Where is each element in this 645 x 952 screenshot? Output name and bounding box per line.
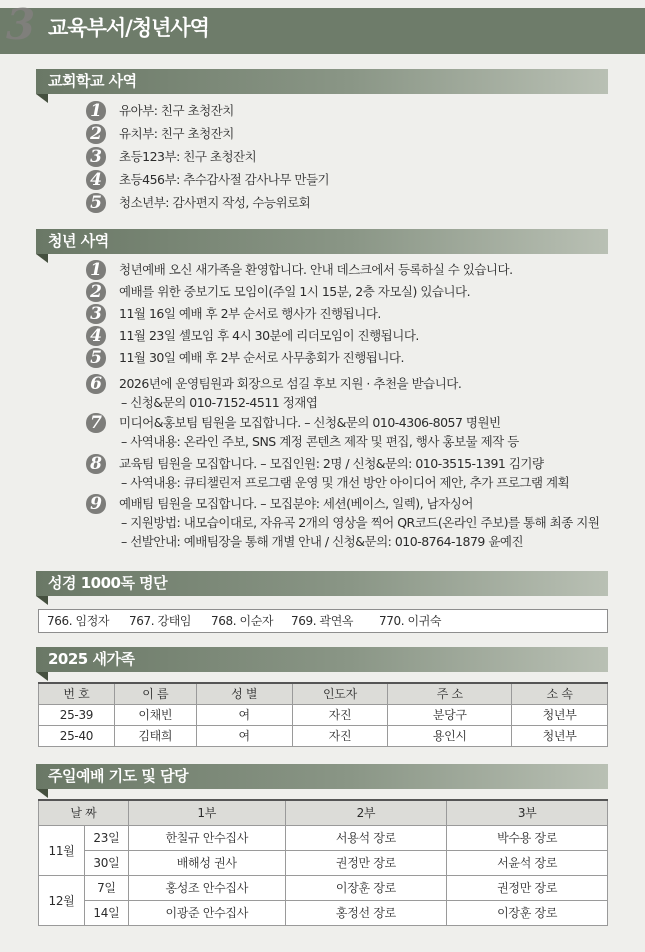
youth-item-text: – 신청&문의 010-7152-4511 정재엽 (121, 395, 318, 410)
table-cell: 청년부 (512, 704, 608, 725)
number-badge-icon (85, 123, 107, 145)
bible-names-box (38, 609, 608, 633)
header-cell: 소 속 (512, 683, 608, 704)
badge-number: 4 (90, 326, 102, 346)
youth-item-text: – 사역내용: 큐티챌린저 프로그램 운영 및 개선 방안 아이디어 제안, 추가 프로그램 계획 (121, 475, 570, 490)
table-row (39, 704, 608, 725)
badge-number: 9 (90, 494, 102, 514)
badge-number: 3 (90, 147, 102, 167)
number-badge-icon (85, 192, 107, 214)
table-cell: 자진 (292, 725, 388, 746)
section-header-bible (36, 571, 608, 596)
day-cell: 30일 (84, 850, 128, 875)
section-title-worship: 주일예배 기도 및 담당 (48, 767, 189, 785)
badge-number: 4 (90, 170, 102, 190)
table-header-row (39, 800, 608, 825)
table-cell: 권정만 장로 (447, 875, 608, 900)
youth-item-text: 예배팀 팀원을 모집합니다. – 모집분야: 세션(베이스, 일렉), 남자싱어 (119, 496, 473, 511)
day-cell: 7일 (84, 875, 128, 900)
school-item-text: 초등123부: 친구 초청잔치 (119, 149, 257, 164)
table-cell: 용인시 (388, 725, 512, 746)
section-header-youth (36, 229, 608, 254)
bible-name: 768. 이순자 (211, 614, 274, 628)
day-cell: 14일 (84, 900, 128, 925)
table-cell: 25-40 (39, 725, 115, 746)
badge-number: 5 (90, 193, 102, 213)
bible-name: 766. 임정자 (47, 614, 110, 628)
school-item-text: 초등456부: 추수감사절 감사나무 만들기 (119, 172, 330, 187)
number-badge-icon (85, 259, 107, 281)
youth-item-text: – 지원방법: 내모습이대로, 자유곡 2개의 영상을 찍어 QR코드(온라인 주보)를 통해 최종 지원 (121, 515, 600, 530)
section-number: 3 (6, 0, 36, 49)
school-item-text: 청소년부: 감사편지 작성, 수능위로회 (119, 195, 311, 210)
table-row (39, 725, 608, 746)
youth-item-text: 예배를 위한 중보기도 모임이(주일 1시 15분, 2층 자모실) 있습니다. (119, 284, 471, 299)
badge-number: 8 (90, 454, 102, 474)
youth-item-text: – 사역내용: 온라인 주보, SNS 계정 콘텐츠 제작 및 편집, 행사 홍보물 제작 등 (121, 434, 519, 449)
section-header-worship (36, 764, 608, 789)
youth-item-text: 11월 16일 예배 후 2부 순서로 행사가 진행됩니다. (119, 306, 381, 321)
number-badge-icon (85, 325, 107, 347)
table-cell: 한칠규 안수집사 (128, 825, 285, 850)
table-cell: 여 (196, 704, 292, 725)
number-badge-icon (85, 146, 107, 168)
header-cell: 인도자 (292, 683, 388, 704)
section-title-school: 교회학교 사역 (48, 72, 137, 90)
school-item-text: 유치부: 친구 초청잔치 (119, 126, 234, 141)
badge-number: 5 (90, 348, 102, 368)
section-header-newfamily (36, 647, 608, 672)
table-cell: 배해성 권사 (128, 850, 285, 875)
header-cell: 성 별 (196, 683, 292, 704)
badge-number: 1 (90, 101, 102, 121)
number-badge-icon (85, 281, 107, 303)
number-badge-icon (85, 347, 107, 369)
number-badge-icon (85, 493, 107, 515)
table-cell: 청년부 (512, 725, 608, 746)
table-cell: 박수용 장로 (447, 825, 608, 850)
header-cell: 번 호 (39, 683, 115, 704)
youth-item-text: 2026년에 운영팀원과 회장으로 섬길 후보 지원 · 추천을 받습니다. (119, 376, 462, 391)
header-cell-service-3: 3부 (447, 800, 608, 825)
header-cell-service-2: 2부 (285, 800, 447, 825)
number-badge-icon (85, 412, 107, 434)
youth-item-text: 청년예배 오신 새가족을 환영합니다. 안내 데스크에서 등록하실 수 있습니다. (119, 262, 513, 277)
youth-item-text: 11월 30일 예배 후 2부 순서로 사무총회가 진행됩니다. (119, 350, 404, 365)
number-badge-icon (85, 169, 107, 191)
table-cell: 권정만 장로 (285, 850, 447, 875)
header-cell: 이 름 (114, 683, 196, 704)
day-cell: 23일 (84, 825, 128, 850)
table-cell: 이장훈 장로 (285, 875, 447, 900)
number-badge-icon (85, 100, 107, 122)
new-family-table (38, 682, 608, 747)
badge-number: 6 (90, 374, 102, 394)
table-cell: 홍정선 장로 (285, 900, 447, 925)
youth-item-text: – 선발안내: 예배팀장을 통해 개별 안내 / 신청&문의: 010-8764-1879 윤예진 (121, 534, 524, 549)
table-header-row (39, 683, 608, 704)
table-cell: 자진 (292, 704, 388, 725)
header-cell-service-1: 1부 (128, 800, 285, 825)
header-cell-date: 날 짜 (39, 800, 129, 825)
bible-name: 769. 곽연옥 (291, 614, 354, 628)
table-row (39, 825, 608, 850)
table-cell: 분당구 (388, 704, 512, 725)
month-cell: 12월 (39, 875, 85, 925)
table-row (39, 900, 608, 925)
section-title-bible: 성경 1000독 명단 (48, 574, 168, 592)
table-cell: 이채빈 (114, 704, 196, 725)
youth-item-text: 미디어&홍보팀 팀원을 모집합니다. – 신청&문의 010-4306-8057 명원빈 (119, 415, 501, 430)
table-cell: 서용석 장로 (285, 825, 447, 850)
badge-number: 7 (90, 413, 102, 433)
header-cell: 주 소 (388, 683, 512, 704)
school-item-text: 유아부: 친구 초청잔치 (119, 103, 234, 118)
section-title-newfamily: 2025 새가족 (48, 650, 135, 668)
number-badge-icon (85, 303, 107, 325)
table-cell: 서윤석 장로 (447, 850, 608, 875)
table-cell: 홍성조 안수집사 (128, 875, 285, 900)
bible-name: 770. 이귀숙 (379, 614, 442, 628)
table-cell: 이광준 안수집사 (128, 900, 285, 925)
youth-item-text: 교육팀 팀원을 모집합니다. – 모집인원: 2명 / 신청&문의: 010-3515-1391 김기량 (119, 456, 544, 471)
badge-number: 2 (90, 124, 102, 144)
table-row (39, 850, 608, 875)
month-cell: 11월 (39, 825, 85, 875)
number-badge-icon (85, 373, 107, 395)
youth-item-text: 11월 23일 셀모임 후 4시 30분에 리더모임이 진행됩니다. (119, 328, 419, 343)
badge-number: 3 (90, 304, 102, 324)
section-title-youth: 청년 사역 (48, 232, 109, 250)
bible-name: 767. 강태임 (129, 614, 192, 628)
table-cell: 김태희 (114, 725, 196, 746)
badge-number: 2 (90, 282, 102, 302)
page-title: 교육부서/청년사역 (48, 16, 209, 40)
badge-number: 1 (90, 260, 102, 280)
table-cell: 이장훈 장로 (447, 900, 608, 925)
worship-schedule-table (38, 799, 608, 926)
section-header-school (36, 69, 608, 94)
table-row (39, 875, 608, 900)
table-cell: 여 (196, 725, 292, 746)
number-badge-icon (85, 453, 107, 475)
table-cell: 25-39 (39, 704, 115, 725)
